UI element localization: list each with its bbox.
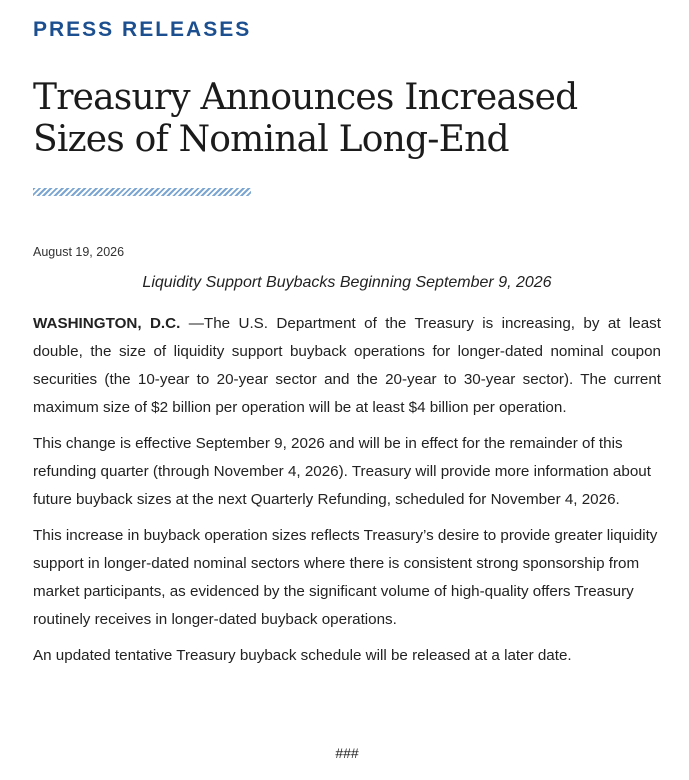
end-mark: ### <box>335 745 359 761</box>
publish-date: August 19, 2026 <box>33 245 125 259</box>
release-body <box>33 310 661 678</box>
paragraph-3: This increase in buyback operation sizes reflects Treasury’s desire to provide greater liquidity support in longer-dated nominal sectors where there is consistent strong sponsorship from market participants, as evidenced by the significant volume of high-quality offers Treasury routinely receives in longer-dated buyback operations. <box>33 527 658 628</box>
paragraph-1-text: —The U.S. Department of the Treasury is increasing, by at least double, the size of liquidity support buyback operations for longer-dated nominal coupon securities (the 10-year to 20-year sector and the 20-year to 30-year sector). The current maximum size of $2 billion per operation will be at least $4 billion per operation. <box>33 315 661 416</box>
section-label[interactable]: PRESS RELEASES <box>33 18 252 41</box>
page-title: Treasury Announces Increased Sizes of Nominal Long-End <box>33 77 578 160</box>
decorative-stripe-divider <box>33 188 251 196</box>
paragraph-4: An updated tentative Treasury buyback schedule will be released at a later date. <box>33 647 572 664</box>
paragraph-2: This change is effective September 9, 2026 and will be in effect for the remainder of this refunding quarter (through November 4, 2026). Treasury will provide more information about future buyback sizes at the next Quarterly Refunding, scheduled for November 4, 2026. <box>33 435 651 508</box>
release-subtitle: Liquidity Support Buybacks Beginning September 9, 2026 <box>142 274 552 291</box>
paragraph-1 <box>33 310 661 422</box>
dateline: WASHINGTON, D.C. <box>33 315 181 332</box>
